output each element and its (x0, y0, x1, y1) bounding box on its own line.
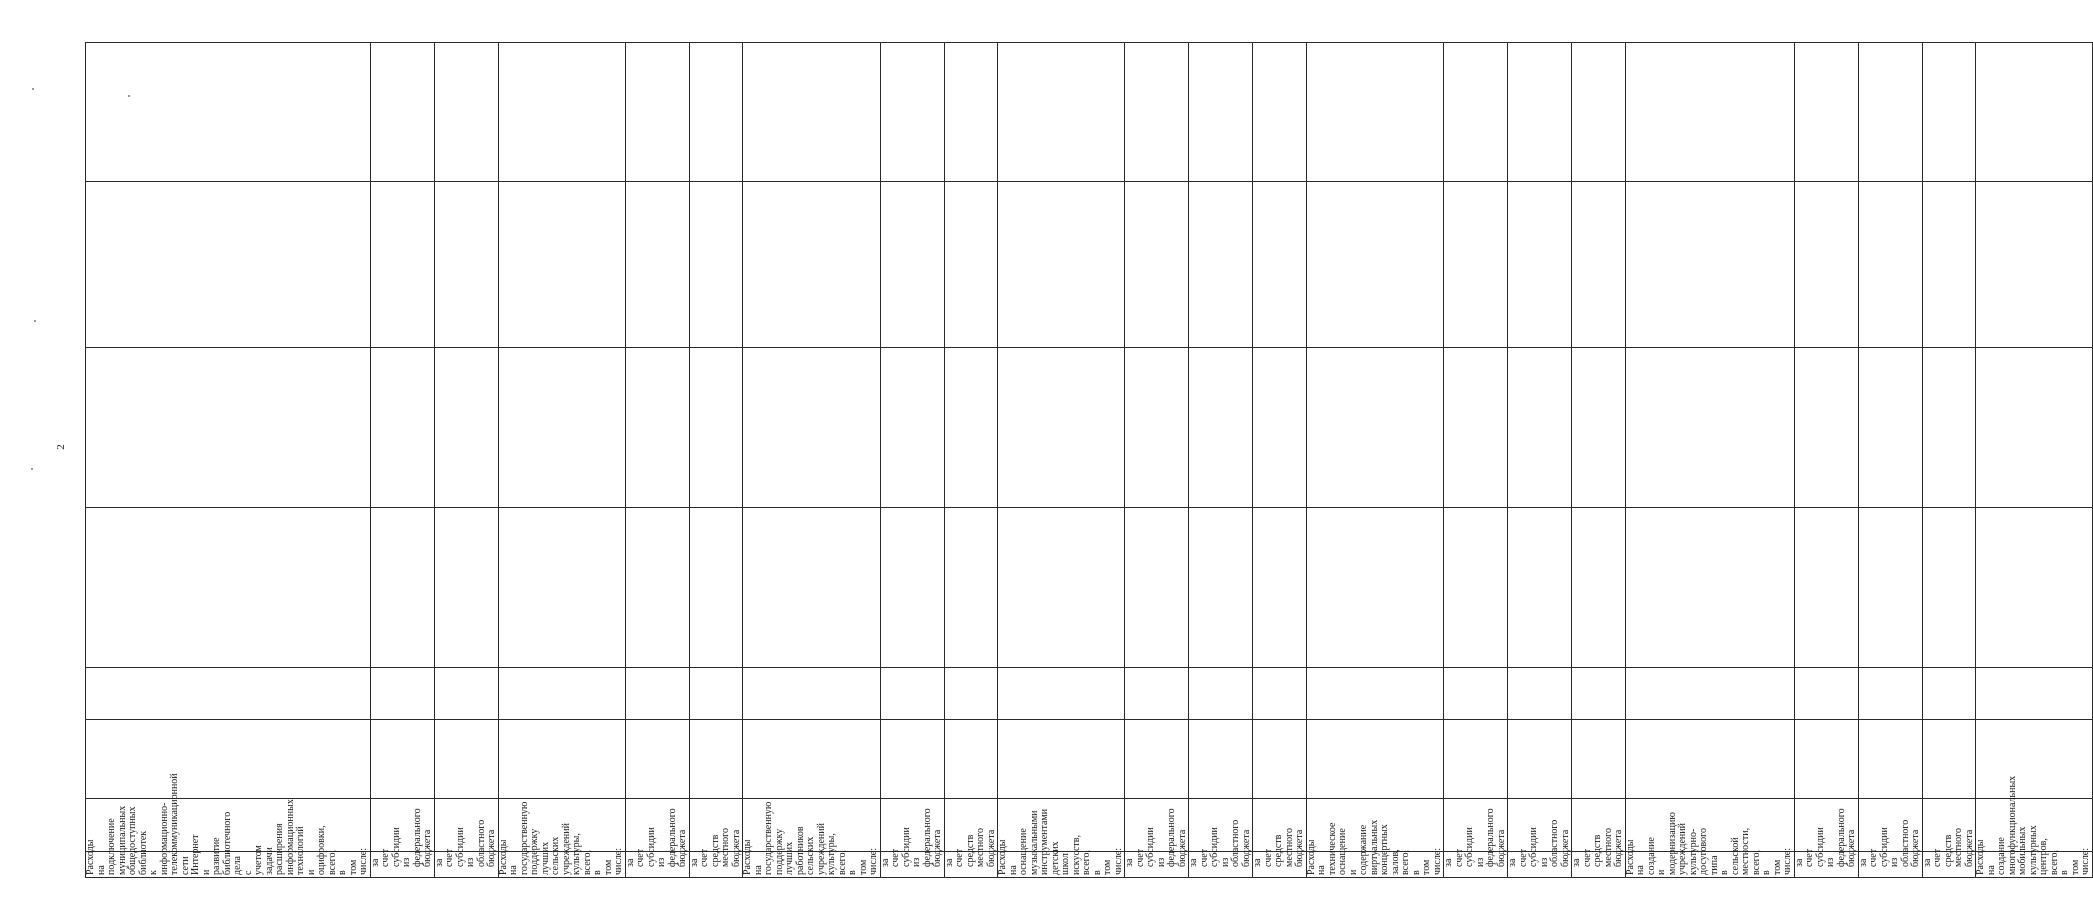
value-cell (1976, 667, 2093, 720)
value-cell (1306, 43, 1444, 182)
scan-speck (128, 95, 130, 97)
value-cell (1125, 508, 1189, 667)
value-cell (1572, 720, 1626, 799)
value-cell (1189, 347, 1253, 508)
value-cell (1858, 182, 1922, 347)
value-cell (1253, 508, 1307, 667)
value-cell (434, 43, 498, 182)
value-cell (1858, 347, 1922, 508)
value-cell (434, 182, 498, 347)
table-row (86, 43, 371, 878)
row-sublabel: за счет субсидии из федерального бюджета (370, 851, 434, 877)
value-cell (1922, 667, 1976, 720)
value-cell (1306, 508, 1444, 667)
value-cell (1189, 720, 1253, 799)
value-cell (1922, 43, 1976, 182)
value-cell (434, 508, 498, 667)
page-number: 2 (54, 444, 67, 450)
value-cell (1625, 508, 1794, 667)
value-cell (1306, 182, 1444, 347)
scan-speck (34, 320, 36, 322)
row-sublabel: за счет средств местного бюджета (944, 851, 998, 877)
value-cell (880, 347, 944, 508)
row-label: Расходы на создание и модернизацию учреждений культурно-досугового типа в сельской местности, всего, в том числе: (1625, 851, 1794, 877)
row-sublabel: за счет субсидии из федерального бюджета (880, 851, 944, 877)
value-cell (1508, 667, 1572, 720)
value-cell (1306, 667, 1444, 720)
table-row (498, 43, 625, 878)
value-cell (370, 720, 434, 799)
value-cell (370, 182, 434, 347)
value-cell (1444, 43, 1508, 182)
value-cell (1922, 182, 1976, 347)
value-cell (498, 182, 625, 347)
table-row (998, 43, 1125, 878)
value-cell (944, 508, 998, 667)
value-cell (86, 508, 371, 667)
value-cell (944, 667, 998, 720)
value-cell (944, 43, 998, 182)
value-cell (498, 667, 625, 720)
value-cell (1189, 667, 1253, 720)
value-cell (1794, 347, 1858, 508)
value-cell (1794, 182, 1858, 347)
value-cell (625, 43, 689, 182)
value-cell (998, 720, 1125, 799)
value-cell (1572, 347, 1626, 508)
row-sublabel: за счет средств местного бюджета (1572, 851, 1626, 877)
value-cell (1125, 347, 1189, 508)
table-row (625, 43, 689, 878)
table-row (1794, 43, 1858, 878)
value-cell (1922, 347, 1976, 508)
value-cell (689, 508, 743, 667)
value-cell (998, 43, 1125, 182)
value-cell (998, 182, 1125, 347)
table-row (944, 43, 998, 878)
value-cell (1508, 347, 1572, 508)
value-cell (625, 720, 689, 799)
value-cell (498, 347, 625, 508)
row-label: Расходы на государственную поддержку лучших работников сельских учреждений культуры, всего, в том числе: (743, 851, 881, 877)
table-row (434, 43, 498, 878)
value-cell (1125, 43, 1189, 182)
value-cell (944, 347, 998, 508)
value-cell (1189, 508, 1253, 667)
value-cell (998, 508, 1125, 667)
value-cell (743, 347, 881, 508)
table-row (1625, 43, 1794, 878)
value-cell (1508, 43, 1572, 182)
value-cell (1125, 720, 1189, 799)
value-cell (86, 347, 371, 508)
value-cell (880, 720, 944, 799)
value-cell (1976, 43, 2093, 182)
value-cell (1125, 182, 1189, 347)
value-cell (1189, 182, 1253, 347)
value-cell (1508, 720, 1572, 799)
table-row (1572, 43, 1626, 878)
value-cell (1572, 182, 1626, 347)
value-cell (86, 720, 371, 799)
value-cell (689, 43, 743, 182)
value-cell (498, 43, 625, 182)
table-row (370, 43, 434, 878)
value-cell (743, 667, 881, 720)
value-cell (370, 667, 434, 720)
value-cell (1794, 720, 1858, 799)
value-cell (625, 347, 689, 508)
value-cell (743, 508, 881, 667)
value-cell (1625, 720, 1794, 799)
value-cell (1125, 667, 1189, 720)
value-cell (1253, 43, 1307, 182)
table-row (1306, 43, 1444, 878)
value-cell (1508, 508, 1572, 667)
value-cell (434, 720, 498, 799)
value-cell (434, 347, 498, 508)
value-cell (998, 799, 1125, 852)
value-cell (1306, 347, 1444, 508)
row-sublabel: за счет субсидии из федерального бюджета (1444, 851, 1508, 877)
row-label: Расходы на государственную поддержку лучших сельских учреждений культуры, всего, в том числе: (498, 851, 625, 877)
row-sublabel: за счет субсидии из областного бюджета (1189, 851, 1253, 877)
value-cell (689, 347, 743, 508)
table-row (743, 43, 881, 878)
value-cell (1253, 182, 1307, 347)
value-cell (1625, 347, 1794, 508)
value-cell (625, 182, 689, 347)
value-cell (1858, 43, 1922, 182)
row-label: Расходы на техническое оснащение и содержание виртуальных концертных залов, всего, в том числе: (1306, 851, 1444, 877)
table-row (1444, 43, 1508, 878)
value-cell (1976, 347, 2093, 508)
budget-table (85, 42, 2093, 878)
value-cell (1625, 182, 1794, 347)
row-label: Расходы на оснащение музыкальными инструментами детских школ искусств, всего, в том числе: (998, 851, 1125, 877)
value-cell (498, 720, 625, 799)
value-cell (1508, 182, 1572, 347)
value-cell (1976, 182, 2093, 347)
table-row (1125, 43, 1189, 878)
value-cell (1444, 347, 1508, 508)
value-cell (1572, 43, 1626, 182)
value-cell (1794, 508, 1858, 667)
value-cell (743, 182, 881, 347)
row-sublabel: за счет субсидии из областного бюджета (1508, 851, 1572, 877)
value-cell (370, 43, 434, 182)
value-cell (880, 667, 944, 720)
value-cell (1306, 720, 1444, 799)
value-cell (689, 667, 743, 720)
value-cell (689, 720, 743, 799)
budget-table-rotated (85, 42, 2091, 878)
value-cell (1444, 667, 1508, 720)
table-row (1253, 43, 1307, 878)
value-cell (1253, 347, 1307, 508)
value-cell (1858, 667, 1922, 720)
value-cell (743, 720, 881, 799)
row-sublabel: за счет субсидии из федерального бюджета (625, 851, 689, 877)
value-cell (370, 508, 434, 667)
row-sublabel: за счет средств местного бюджета (1922, 851, 1976, 877)
value-cell (1976, 720, 2093, 799)
value-cell (1572, 508, 1626, 667)
row-label: Расходы на создание многофункциональных мобильных культурных центров, всего, в том числе: (1976, 851, 2093, 877)
value-cell (434, 667, 498, 720)
row-sublabel: за счет средств местного бюджета (1253, 851, 1307, 877)
value-cell (1253, 720, 1307, 799)
value-cell (944, 182, 998, 347)
value-cell (86, 43, 371, 182)
value-cell (1625, 43, 1794, 182)
row-sublabel: за счет субсидии из федерального бюджета (1125, 851, 1189, 877)
value-cell (689, 182, 743, 347)
value-cell (370, 347, 434, 508)
value-cell (1794, 43, 1858, 182)
value-cell (498, 508, 625, 667)
value-cell (1444, 508, 1508, 667)
value-cell (1858, 720, 1922, 799)
value-cell (1444, 720, 1508, 799)
value-cell (998, 347, 1125, 508)
table-row (1189, 43, 1253, 878)
value-cell (625, 667, 689, 720)
value-cell (880, 508, 944, 667)
value-cell (880, 43, 944, 182)
value-cell (998, 667, 1125, 720)
scan-speck (32, 88, 34, 90)
table-row (1976, 43, 2093, 878)
value-cell (880, 182, 944, 347)
value-cell (1922, 720, 1976, 799)
value-cell (625, 508, 689, 667)
row-label: Расходы на подключение муниципальных общедоступных библиотек к информационно-телекоммуникационной сети Интернет и развитие библиотечного дела с учетом задачи расширения информационных технологий и оцифровки, всего, в том числе: (86, 851, 371, 877)
row-sublabel: за счет субсидии из федерального бюджета (1794, 851, 1858, 877)
value-cell (1976, 508, 2093, 667)
scan-speck (31, 468, 33, 470)
row-sublabel: за счет средств местного бюджета (689, 851, 743, 877)
value-cell (944, 720, 998, 799)
row-sublabel: за счет субсидии из областного бюджета (434, 851, 498, 877)
value-cell (86, 182, 371, 347)
table-row (1922, 43, 1976, 878)
table-row (1508, 43, 1572, 878)
table-row (880, 43, 944, 878)
value-cell (1572, 667, 1626, 720)
table-row (1858, 43, 1922, 878)
value-cell (86, 667, 371, 720)
value-cell (743, 43, 881, 182)
value-cell (1794, 667, 1858, 720)
value-cell (1189, 43, 1253, 182)
row-sublabel: за счет субсидии из областного бюджета (1858, 851, 1922, 877)
value-cell (1858, 508, 1922, 667)
value-cell (1922, 508, 1976, 667)
value-cell (1444, 182, 1508, 347)
table-row (689, 43, 743, 878)
value-cell (1253, 667, 1307, 720)
value-cell (1625, 667, 1794, 720)
